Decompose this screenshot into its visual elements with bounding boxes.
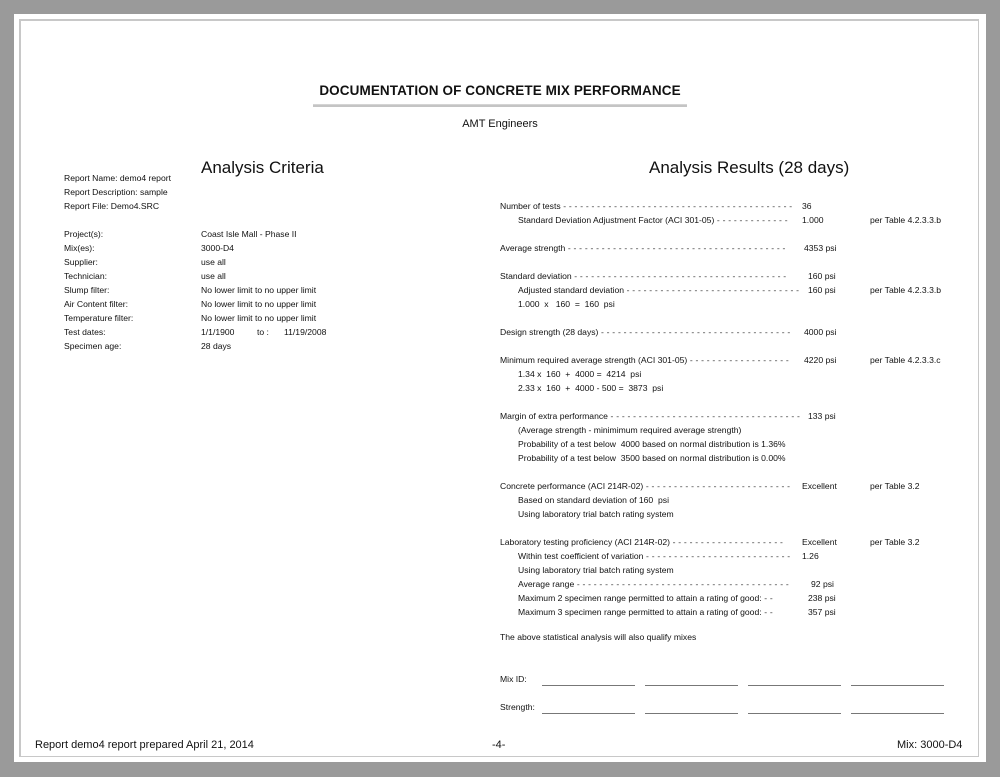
criteria-label-air: Air Content filter: bbox=[64, 299, 128, 309]
mix-id-fields bbox=[542, 673, 954, 691]
max3-range-value: 357 psi bbox=[808, 607, 836, 617]
criteria-value-supplier: use all bbox=[201, 257, 226, 267]
concrete-performance-ref: per Table 3.2 bbox=[870, 481, 920, 491]
criteria-value-specimen-age: 28 days bbox=[201, 341, 232, 351]
adjusted-sd-value: 160 psi bbox=[808, 285, 836, 295]
design-strength-label: Design strength (28 days) - - - - - - - - - - - - - - - - - - - - - - - - - - - - - - - - - - bbox=[500, 327, 791, 337]
lab-proficiency-value: Excellent bbox=[802, 537, 837, 547]
report-name: Report Name: demo4 report bbox=[64, 173, 171, 183]
criteria-value-slump: No lower limit to no upper limit bbox=[201, 285, 317, 295]
number-of-tests-label: Number of tests - - - - - - - - - - - - - - - - - - - - - - - - - - - - - - - - - - - - - - - - - bbox=[500, 201, 793, 211]
within-test-cov-value: 1.26 bbox=[802, 551, 819, 561]
lab-proficiency-ref: per Table 3.2 bbox=[870, 537, 920, 547]
footer-page-number: -4- bbox=[492, 739, 506, 751]
within-test-cov-label: Within test coefficient of variation - - - - - - - - - - - - - - - - - - - - - - - - - - bbox=[518, 551, 791, 561]
average-range-value: 92 psi bbox=[811, 579, 834, 589]
criteria-label-temperature: Temperature filter: bbox=[64, 313, 134, 323]
min-required-value: 4220 psi bbox=[804, 355, 837, 365]
standard-deviation-label: Standard deviation - - - - - - - - - - - - - - - - - - - - - - - - - - - - - - - - - - - - - - bbox=[500, 271, 787, 281]
mix-id-label: Mix ID: bbox=[500, 674, 527, 684]
report-file: Report File: Demo4.SRC bbox=[64, 201, 160, 211]
average-range-label: Average range - - - - - - - - - - - - - - - - - - - - - - - - - - - - - - - - - - - - - - bbox=[518, 579, 789, 589]
concrete-performance-value: Excellent bbox=[802, 481, 837, 491]
strength-fields bbox=[542, 701, 954, 719]
strength-blank-1[interactable] bbox=[542, 704, 635, 714]
mix-id-blank-1[interactable] bbox=[542, 676, 635, 686]
probability-4000: Probability of a test below 4000 based on normal distribution is 1.36% bbox=[518, 439, 786, 449]
criteria-label-supplier: Supplier: bbox=[64, 257, 98, 267]
criteria-label-slump: Slump filter: bbox=[64, 285, 110, 295]
report-page bbox=[14, 14, 986, 762]
lab-proficiency-label: Laboratory testing proficiency (ACI 214R-02) - - - - - - - - - - - - - - - - - - - - bbox=[500, 537, 784, 547]
criteria-value-mix: 3000-D4 bbox=[201, 243, 234, 253]
criteria-label-mix: Mix(es): bbox=[64, 243, 95, 253]
probability-3500: Probability of a test below 3500 based on normal distribution is 0.00% bbox=[518, 453, 786, 463]
criteria-label-project: Project(s): bbox=[64, 229, 104, 239]
adjusted-sd-calc: 1.000 x 160 = 160 psi bbox=[518, 299, 615, 309]
report-description: Report Description: sample bbox=[64, 187, 168, 197]
criteria-value-test-date-to: 11/19/2008 bbox=[284, 327, 327, 337]
min-required-ref: per Table 4.2.3.3.c bbox=[870, 355, 941, 365]
lab-rating-note: Using laboratory trial batch rating system bbox=[518, 565, 674, 575]
company-name: AMT Engineers bbox=[462, 118, 538, 130]
margin-note: (Average strength - minimimum required average strength) bbox=[518, 425, 742, 435]
max2-range-label: Maximum 2 specimen range permitted to attain a rating of good: - - bbox=[518, 593, 773, 603]
sd-adjustment-ref: per Table 4.2.3.3.b bbox=[870, 215, 942, 225]
mix-id-blank-4[interactable] bbox=[851, 676, 944, 686]
margin-value: 133 psi bbox=[808, 411, 836, 421]
criteria-to-label: to : bbox=[257, 327, 269, 337]
qualify-note: The above statistical analysis will also qualify mixes bbox=[500, 632, 697, 642]
sd-adjustment-value: 1.000 bbox=[802, 215, 824, 225]
standard-deviation-value: 160 psi bbox=[808, 271, 836, 281]
min-required-calc-2: 2.33 x 160 + 4000 - 500 = 3873 psi bbox=[518, 383, 664, 393]
footer-mix: Mix: 3000-D4 bbox=[897, 739, 963, 751]
criteria-value-air: No lower limit to no upper limit bbox=[201, 299, 317, 309]
results-heading: Analysis Results (28 days) bbox=[649, 158, 850, 177]
criteria-value-project: Coast Isle Mall - Phase II bbox=[201, 229, 297, 239]
mix-id-blank-3[interactable] bbox=[748, 676, 841, 686]
design-strength-value: 4000 psi bbox=[804, 327, 837, 337]
adjusted-sd-ref: per Table 4.2.3.3.b bbox=[870, 285, 942, 295]
criteria-label-technician: Technician: bbox=[64, 271, 107, 281]
margin-label: Margin of extra performance - - - - - - - - - - - - - - - - - - - - - - - - - - - - - - - - - - bbox=[500, 411, 801, 421]
concrete-performance-note-2: Using laboratory trial batch rating system bbox=[518, 509, 674, 519]
concrete-performance-note-1: Based on standard deviation of 160 psi bbox=[518, 495, 669, 505]
strength-blank-2[interactable] bbox=[645, 704, 738, 714]
criteria-label-test-dates: Test dates: bbox=[64, 327, 106, 337]
criteria-heading: Analysis Criteria bbox=[201, 158, 324, 177]
max2-range-value: 238 psi bbox=[808, 593, 836, 603]
number-of-tests-value: 36 bbox=[802, 201, 812, 211]
criteria-value-technician: use all bbox=[201, 271, 226, 281]
criteria-value-temperature: No lower limit to no upper limit bbox=[201, 313, 317, 323]
document-title: DOCUMENTATION OF CONCRETE MIX PERFORMANCE bbox=[319, 83, 681, 98]
criteria-value-test-date-from: 1/1/1900 bbox=[201, 327, 235, 337]
min-required-calc-1: 1.34 x 160 + 4000 = 4214 psi bbox=[518, 369, 642, 379]
min-required-label: Minimum required average strength (ACI 301-05) - - - - - - - - - - - - - - - - - - bbox=[500, 355, 789, 365]
strength-blank-4[interactable] bbox=[851, 704, 944, 714]
average-strength-label: Average strength - - - - - - - - - - - - - - - - - - - - - - - - - - - - - - - - - - - - - - - bbox=[500, 243, 786, 253]
average-strength-value: 4353 psi bbox=[804, 243, 837, 253]
adjusted-sd-label: Adjusted standard deviation - - - - - - - - - - - - - - - - - - - - - - - - - - - - - - - bbox=[518, 285, 800, 295]
title-divider bbox=[313, 104, 687, 107]
sd-adjustment-label: Standard Deviation Adjustment Factor (ACI 301-05) - - - - - - - - - - - - - bbox=[518, 215, 788, 225]
footer-prepared: Report demo4 report prepared April 21, 2014 bbox=[35, 739, 254, 751]
max3-range-label: Maximum 3 specimen range permitted to attain a rating of good: - - bbox=[518, 607, 773, 617]
mix-id-blank-2[interactable] bbox=[645, 676, 738, 686]
criteria-label-specimen-age: Specimen age: bbox=[64, 341, 122, 351]
concrete-performance-label: Concrete performance (ACI 214R-02) - - - - - - - - - - - - - - - - - - - - - - - - - - bbox=[500, 481, 791, 491]
strength-label: Strength: bbox=[500, 702, 535, 712]
strength-blank-3[interactable] bbox=[748, 704, 841, 714]
